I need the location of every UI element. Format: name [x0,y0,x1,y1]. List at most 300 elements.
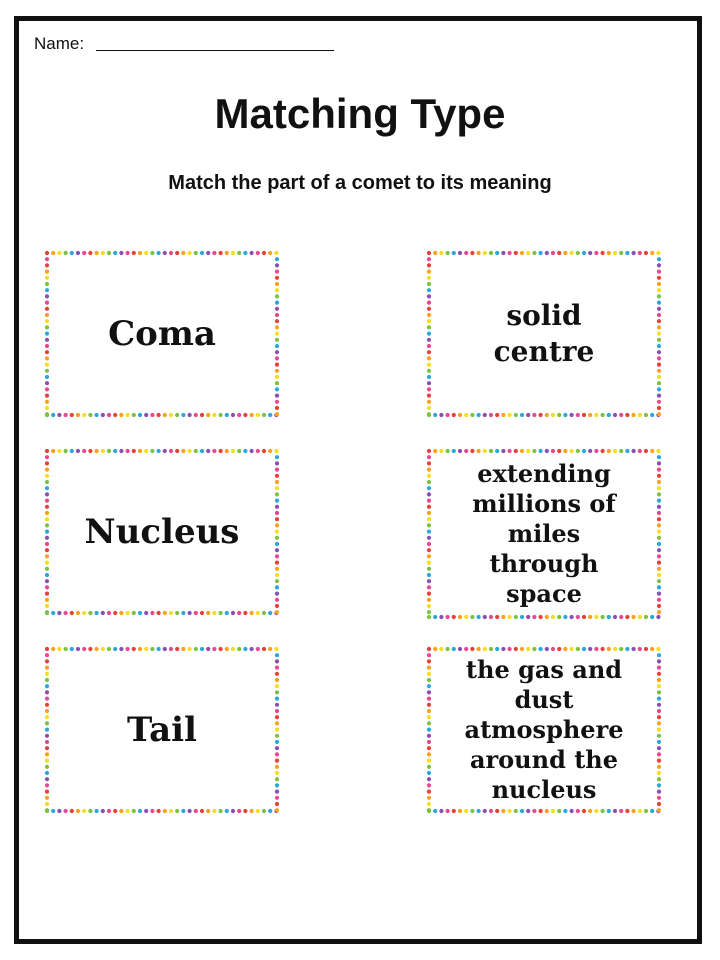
border-dot [570,809,574,813]
border-dot [275,690,279,694]
border-dot [576,413,580,417]
term-card-nucleus[interactable] [44,448,280,616]
border-dot [489,449,493,453]
border-dot [427,344,431,348]
border-dot [45,387,49,391]
border-dot [588,251,592,255]
border-dot [275,394,279,398]
border-dot [76,449,80,453]
border-dot [82,611,86,615]
border-dot [433,615,437,619]
border-dot [45,449,49,453]
border-dot [138,611,142,615]
border-dot [88,449,92,453]
border-dot [194,647,198,651]
border-dot [45,480,49,484]
border-dot [427,598,431,602]
border-dot [657,288,661,292]
border-dot [70,413,74,417]
border-dot [607,647,611,651]
border-dot [427,288,431,292]
border-dot [427,486,431,490]
border-dot [427,511,431,515]
border-dot [275,406,279,410]
border-dot [657,573,661,577]
border-dot [64,413,68,417]
border-dot [594,449,598,453]
border-dot [45,282,49,286]
border-dot [45,276,49,280]
border-dot [563,615,567,619]
border-dot [51,413,55,417]
border-dot [150,413,154,417]
border-dot [570,251,574,255]
border-dot [570,615,574,619]
border-dot [144,611,148,615]
border-dot [275,567,279,571]
border-dot [427,573,431,577]
border-dot [446,251,450,255]
border-dot [45,461,49,465]
border-dot [231,413,235,417]
border-dot [45,406,49,410]
border-dot [95,611,99,615]
border-dot [275,276,279,280]
border-dot [582,615,586,619]
border-dot [45,530,49,534]
border-dot [657,319,661,323]
border-dot [144,809,148,813]
border-dot [101,251,105,255]
border-dot [594,251,598,255]
border-dot [495,449,499,453]
border-dot [45,703,49,707]
border-dot [638,647,642,651]
border-dot [237,647,241,651]
border-dot [563,251,567,255]
border-dot [194,449,198,453]
border-dot [113,611,117,615]
meaning-card-solid-centre[interactable] [426,250,662,418]
border-dot [107,449,111,453]
border-dot [657,301,661,305]
border-dot [489,413,493,417]
border-dot [275,363,279,367]
border-dot [45,350,49,354]
border-dot [76,647,80,651]
border-dot [126,809,130,813]
meaning-card-extending[interactable] [426,448,662,620]
border-dot [256,611,260,615]
border-dot [508,647,512,651]
border-dot [427,381,431,385]
border-dot [250,611,254,615]
border-dot [45,455,49,459]
border-dot [582,809,586,813]
border-dot [275,468,279,472]
border-dot [427,301,431,305]
border-dot [95,647,99,651]
border-dot [657,808,661,812]
border-dot [657,536,661,540]
border-dot [427,406,431,410]
border-dot [477,809,481,813]
border-dot [551,647,555,651]
border-dot [650,413,654,417]
border-dot [45,523,49,527]
border-dot [275,604,279,608]
border-dot [275,573,279,577]
border-dot [126,251,130,255]
border-dot [101,647,105,651]
border-dot [150,251,154,255]
border-dot [613,809,617,813]
border-dot [557,615,561,619]
border-dot [613,449,617,453]
border-dot [45,486,49,490]
border-dot [163,611,167,615]
border-dot [470,647,474,651]
border-dot [427,468,431,472]
border-dot [275,709,279,713]
border-dot [157,449,161,453]
border-dot [132,611,136,615]
border-dot [520,809,524,813]
border-dot [45,752,49,756]
border-dot [427,536,431,540]
border-dot [508,413,512,417]
border-dot [458,449,462,453]
border-dot [275,684,279,688]
border-dot [656,809,660,813]
border-dot [588,809,592,813]
border-dot [175,647,179,651]
border-dot [570,449,574,453]
border-dot [45,413,49,417]
border-dot [132,413,136,417]
border-dot [594,615,598,619]
border-dot [45,542,49,546]
border-dot [275,282,279,286]
border-dot [464,251,468,255]
border-dot [119,647,123,651]
border-dot [427,412,431,416]
border-dot [51,611,55,615]
border-dot [45,715,49,719]
border-dot [181,449,185,453]
border-dot [275,585,279,589]
border-dot [243,449,247,453]
border-dot [657,592,661,596]
border-dot [275,746,279,750]
border-dot [45,517,49,521]
border-dot [470,449,474,453]
border-dot [452,449,456,453]
border-dot [88,809,92,813]
name-input-line[interactable] [96,49,334,51]
border-dot [427,332,431,336]
border-dot [206,251,210,255]
border-dot [132,251,136,255]
border-dot [532,449,536,453]
border-dot [275,678,279,682]
term-card-tail[interactable] [44,646,280,814]
border-dot [275,592,279,596]
border-dot [551,615,555,619]
border-dot [483,251,487,255]
border-dot [520,251,524,255]
border-dot [458,251,462,255]
border-dot [563,809,567,813]
border-dot [557,413,561,417]
border-dot [657,585,661,589]
meaning-card-gas-dust[interactable] [426,646,662,814]
border-dot [45,492,49,496]
border-dot [45,338,49,342]
term-label: Tail [127,710,197,750]
border-dot [588,647,592,651]
border-dot [657,294,661,298]
border-dot [452,809,456,813]
border-dot [64,449,68,453]
border-dot [433,809,437,813]
border-dot [256,413,260,417]
border-dot [45,672,49,676]
border-dot [551,809,555,813]
border-dot [477,647,481,651]
border-dot [275,474,279,478]
border-dot [638,449,642,453]
border-dot [45,263,49,267]
border-dot [45,394,49,398]
border-dot [650,615,654,619]
border-dot [225,413,229,417]
border-dot [101,809,105,813]
border-dot [88,611,92,615]
border-dot [51,449,55,453]
border-dot [657,400,661,404]
border-dot [274,449,278,453]
border-dot [657,511,661,515]
border-dot [508,809,512,813]
border-dot [45,783,49,787]
border-dot [275,301,279,305]
border-dot [657,492,661,496]
border-dot [169,611,173,615]
border-dot [446,809,450,813]
border-dot [275,499,279,503]
border-dot [570,647,574,651]
border-dot [88,413,92,417]
border-dot [206,647,210,651]
border-dot [275,703,279,707]
border-dot [275,653,279,657]
border-dot [45,809,49,813]
border-dot [545,413,549,417]
border-dot [433,413,437,417]
border-dot [144,251,148,255]
border-dot [619,615,623,619]
border-dot [520,413,524,417]
border-dot [250,449,254,453]
border-dot [70,251,74,255]
border-dot [601,251,605,255]
border-dot [45,301,49,305]
border-dot [526,449,530,453]
border-dot [532,615,536,619]
border-dot [657,523,661,527]
border-dot [275,338,279,342]
border-dot [150,647,154,651]
border-dot [262,809,266,813]
border-dot [237,449,241,453]
border-dot [275,796,279,800]
border-dot [619,449,623,453]
border-dot [45,251,49,255]
border-dot [526,647,530,651]
border-dot [657,461,661,465]
border-dot [275,294,279,298]
border-dot [557,449,561,453]
border-dot [657,486,661,490]
border-dot [427,455,431,459]
border-dot [181,647,185,651]
border-dot [657,381,661,385]
border-dot [563,449,567,453]
border-dot [427,270,431,274]
border-dot [212,413,216,417]
border-dot [632,647,636,651]
border-dot [632,615,636,619]
border-dot [45,721,49,725]
border-dot [45,604,49,608]
border-dot [262,413,266,417]
border-dot [657,412,661,416]
border-dot [532,809,536,813]
border-dot [427,561,431,565]
term-card-coma[interactable] [44,250,280,418]
border-dot [88,647,92,651]
border-dot [274,647,278,651]
border-dot [644,413,648,417]
border-dot [439,413,443,417]
border-dot [588,615,592,619]
border-dot [45,307,49,311]
border-dot [45,759,49,763]
border-dot [439,251,443,255]
border-dot [274,809,278,813]
border-dot [243,611,247,615]
border-dot [657,610,661,614]
border-dot [638,251,642,255]
border-dot [657,387,661,391]
border-dot [427,523,431,527]
border-dot [45,746,49,750]
border-dot [601,615,605,619]
border-dot [275,715,279,719]
border-dot [526,809,530,813]
border-dot [657,499,661,503]
border-dot [119,809,123,813]
border-dot [275,375,279,379]
border-dot [526,251,530,255]
border-dot [138,647,142,651]
border-dot [275,783,279,787]
border-dot [95,449,99,453]
border-dot [601,413,605,417]
border-dot [439,647,443,651]
border-dot [45,709,49,713]
border-dot [495,251,499,255]
border-dot [138,809,142,813]
border-dot [45,610,49,614]
border-dot [275,517,279,521]
border-dot [45,257,49,261]
border-dot [657,548,661,552]
border-dot [427,294,431,298]
border-dot [274,611,278,615]
border-dot [657,542,661,546]
border-dot [657,598,661,602]
border-dot [95,251,99,255]
border-dot [144,449,148,453]
border-dot [188,251,192,255]
border-dot [107,611,111,615]
border-dot [45,697,49,701]
border-dot [45,734,49,738]
border-dot [82,449,86,453]
border-dot [650,449,654,453]
border-dot [275,257,279,261]
border-dot [275,536,279,540]
border-dot [70,647,74,651]
border-dot [427,505,431,509]
border-dot [520,615,524,619]
border-dot [188,449,192,453]
border-dot [563,413,567,417]
border-dot [231,611,235,615]
border-dot [45,740,49,744]
border-dot [268,647,272,651]
border-dot [427,363,431,367]
border-dot [157,251,161,255]
border-dot [107,809,111,813]
border-dot [57,413,61,417]
border-dot [200,611,204,615]
border-dot [163,449,167,453]
border-dot [657,468,661,472]
border-dot [275,344,279,348]
border-dot [70,611,74,615]
border-dot [427,647,431,651]
border-dot [464,647,468,651]
instructions: Match the part of a comet to its meaning [168,172,552,194]
border-dot [644,647,648,651]
border-dot [212,449,216,453]
border-dot [275,461,279,465]
border-dot [194,251,198,255]
border-dot [657,350,661,354]
border-dot [95,413,99,417]
border-dot [45,375,49,379]
border-dot [427,567,431,571]
border-dot [219,413,223,417]
border-dot [268,809,272,813]
border-dot [188,647,192,651]
border-dot [644,251,648,255]
border-dot [45,690,49,694]
border-dot [657,394,661,398]
